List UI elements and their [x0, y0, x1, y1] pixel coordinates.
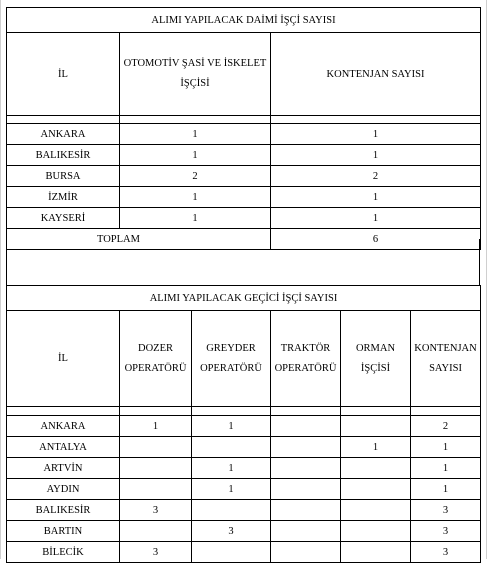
- gecici-header-quota: KONTENJAN SAYISI: [411, 311, 481, 407]
- gecici-cell-orman: [341, 458, 411, 479]
- gecici-cell-traktor: [271, 542, 341, 563]
- gecici-cell-quota: 3: [411, 521, 481, 542]
- section-gap: [6, 239, 480, 285]
- gecici-cell-traktor: [271, 458, 341, 479]
- gecici-cell-quota: 1: [411, 437, 481, 458]
- gecici-header-greyder: GREYDER OPERATÖRÜ: [192, 311, 271, 407]
- gecici-cell-traktor: [271, 500, 341, 521]
- gecici-cell-il: BALIKESİR: [7, 500, 120, 521]
- table-row: [7, 208, 481, 229]
- gecici-cell-il: ARTVİN: [7, 458, 120, 479]
- gecici-title-row: [7, 286, 481, 311]
- table-row: [7, 458, 481, 479]
- daimi-cell-il: KAYSERİ: [7, 208, 120, 229]
- gecici-cell-greyder: 1: [192, 416, 271, 437]
- gecici-cell-quota: 2: [411, 416, 481, 437]
- gecici-cell-quota: 1: [411, 479, 481, 500]
- gecici-spacer-row: [7, 407, 481, 416]
- gecici-cell-orman: [341, 521, 411, 542]
- table-row: [7, 145, 481, 166]
- daimi-cell-quota: 1: [271, 145, 481, 166]
- daimi-cell-il: İZMİR: [7, 187, 120, 208]
- daimi-cell-il: BALIKESİR: [7, 145, 120, 166]
- table-row: [7, 500, 481, 521]
- table-row: [7, 166, 481, 187]
- daimi-cell-job: 1: [120, 145, 271, 166]
- gecici-cell-quota: 3: [411, 500, 481, 521]
- gecici-cell-il: ANKARA: [7, 416, 120, 437]
- daimi-header-quota: KONTENJAN SAYISI: [271, 33, 481, 116]
- daimi-header-row: [7, 33, 481, 116]
- daimi-cell-il: BURSA: [7, 166, 120, 187]
- table-row: [7, 437, 481, 458]
- daimi-header-job: OTOMOTİV ŞASİ VE İSKELET İŞÇİSİ: [120, 33, 271, 116]
- daimi-cell-job: 1: [120, 187, 271, 208]
- table-row: [7, 124, 481, 145]
- gecici-cell-greyder: [192, 542, 271, 563]
- daimi-cell-quota: 1: [271, 208, 481, 229]
- daimi-total-label: TOPLAM: [7, 229, 271, 250]
- gecici-header-dozer: DOZER OPERATÖRÜ: [120, 311, 192, 407]
- daimi-title-row: [7, 8, 481, 33]
- gecici-cell-greyder: 3: [192, 521, 271, 542]
- daimi-header-il: İL: [7, 33, 120, 116]
- gecici-cell-dozer: 3: [120, 500, 192, 521]
- gecici-cell-greyder: 1: [192, 479, 271, 500]
- gecici-cell-greyder: [192, 500, 271, 521]
- gecici-cell-dozer: [120, 521, 192, 542]
- gecici-cell-dozer: [120, 437, 192, 458]
- gecici-cell-il: ANTALYA: [7, 437, 120, 458]
- gecici-header-traktor: TRAKTÖR OPERATÖRÜ: [271, 311, 341, 407]
- gecici-cell-orman: [341, 542, 411, 563]
- gecici-header-il: İL: [7, 311, 120, 407]
- gecici-cell-dozer: [120, 458, 192, 479]
- table-row: [7, 479, 481, 500]
- gecici-cell-il: BARTIN: [7, 521, 120, 542]
- daimi-cell-job: 1: [120, 124, 271, 145]
- gecici-cell-il: AYDIN: [7, 479, 120, 500]
- gecici-cell-orman: 1: [341, 437, 411, 458]
- daimi-cell-quota: 2: [271, 166, 481, 187]
- daimi-table-title: ALIMI YAPILACAK DAİMİ İŞÇİ SAYISI: [7, 8, 481, 33]
- daimi-cell-job: 2: [120, 166, 271, 187]
- daimi-cell-quota: 1: [271, 187, 481, 208]
- gecici-cell-traktor: [271, 437, 341, 458]
- gecici-isci-table: [6, 285, 481, 563]
- gecici-cell-quota: 1: [411, 458, 481, 479]
- gecici-cell-dozer: 1: [120, 416, 192, 437]
- gecici-cell-traktor: [271, 416, 341, 437]
- table-row: [7, 187, 481, 208]
- daimi-total-value: 6: [271, 229, 481, 250]
- gecici-cell-traktor: [271, 479, 341, 500]
- gecici-cell-greyder: [192, 437, 271, 458]
- daimi-cell-job: 1: [120, 208, 271, 229]
- gecici-cell-quota: 3: [411, 542, 481, 563]
- table-row: [7, 521, 481, 542]
- gecici-header-orman: ORMAN İŞÇİSİ: [341, 311, 411, 407]
- daimi-cell-quota: 1: [271, 124, 481, 145]
- gecici-header-row: [7, 311, 481, 407]
- gecici-cell-greyder: 1: [192, 458, 271, 479]
- gecici-cell-il: BİLECİK: [7, 542, 120, 563]
- daimi-spacer-row: [7, 116, 481, 124]
- daimi-cell-il: ANKARA: [7, 124, 120, 145]
- table-row: [7, 416, 481, 437]
- gecici-cell-orman: [341, 479, 411, 500]
- gecici-table-title: ALIMI YAPILACAK GEÇİCİ İŞÇİ SAYISI: [7, 286, 481, 311]
- daimi-isci-table: [6, 7, 481, 250]
- table-row: [7, 542, 481, 563]
- gecici-cell-traktor: [271, 521, 341, 542]
- gecici-cell-orman: [341, 500, 411, 521]
- gecici-cell-orman: [341, 416, 411, 437]
- gecici-cell-dozer: 3: [120, 542, 192, 563]
- gecici-cell-dozer: [120, 479, 192, 500]
